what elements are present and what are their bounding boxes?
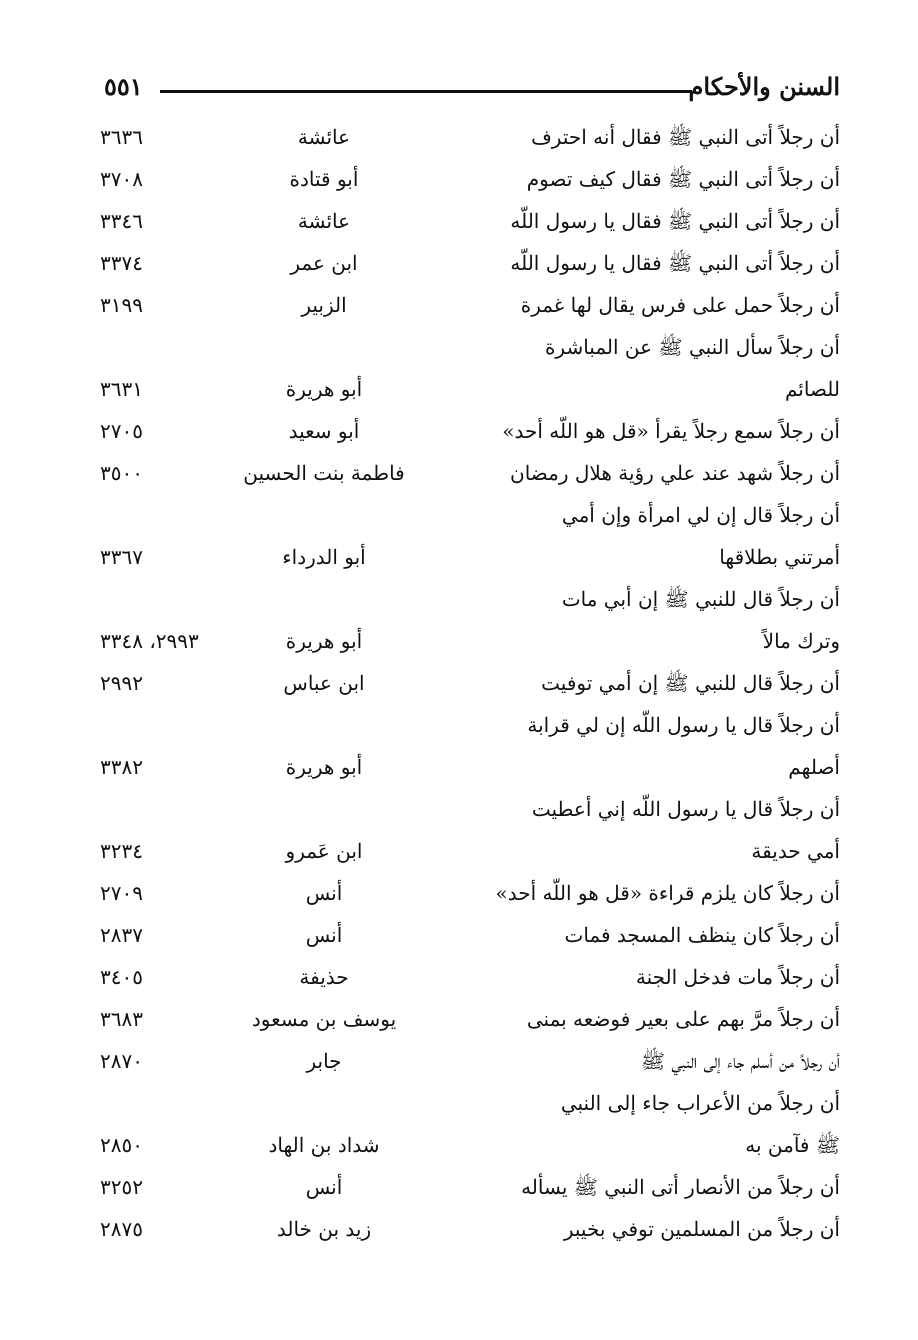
index-row xyxy=(100,242,840,284)
index-row xyxy=(100,998,840,1040)
index-row xyxy=(100,158,840,200)
hadith-number: ٣٢٥٢ xyxy=(100,1175,143,1199)
incipit-line: أن رجلاً قال للنبي ﷺ إن أمي توفيت xyxy=(541,671,840,695)
hadith-incipit xyxy=(462,1208,840,1250)
incipit-line: أن رجلاً من الأعراب جاء إلى النبي xyxy=(560,1091,840,1115)
hadith-incipit xyxy=(462,1082,840,1166)
hadith-number: ٣٤٠٥ xyxy=(100,965,143,989)
incipit-line: أن رجلاً شهد عند علي رؤية هلال رمضان xyxy=(510,461,840,485)
index-row xyxy=(100,452,840,494)
narrator: عائشة xyxy=(297,125,351,149)
narrator: الزبير xyxy=(301,293,347,317)
hadith-incipit xyxy=(462,1040,840,1082)
narrator: جابر xyxy=(306,1049,342,1073)
index-row xyxy=(100,704,840,788)
incipit-line: أن رجلاً أتى النبي ﷺ فقال يا رسول اللّه xyxy=(510,251,840,275)
hadith-incipit xyxy=(462,872,840,914)
narrator: أبو قتادة xyxy=(289,167,359,191)
hadith-number: ٣٥٠٠ xyxy=(100,461,143,485)
incipit-line: أن رجلاً من المسلمين توفي بخيبر xyxy=(563,1217,840,1241)
incipit-line: أن رجلاً قال يا رسول اللّه إن لي قرابة xyxy=(527,713,840,737)
hadith-number: ٢٨٧٠ xyxy=(100,1049,143,1073)
index-row xyxy=(100,956,840,998)
incipit-line: وترك مالاً xyxy=(762,629,840,653)
hadith-incipit xyxy=(462,788,840,872)
page-header xyxy=(104,68,840,112)
index-row xyxy=(100,284,840,326)
incipit-line: أن رجلاً أتى النبي ﷺ فقال أنه احترف xyxy=(531,125,840,149)
incipit-line: أن رجلاً قال إن لي امرأة وإن أمي xyxy=(561,503,840,527)
incipit-line: أن رجلاً سمع رجلاً يقرأ «قل هو اللّه أحد» xyxy=(502,419,840,443)
index-row xyxy=(100,1208,840,1250)
incipit-line: أن رجلاً من الأنصار أتى النبي ﷺ يسأله xyxy=(521,1175,840,1199)
hadith-number: ٢٧٠٥ xyxy=(100,419,143,443)
hadith-incipit xyxy=(462,326,840,410)
hadith-number: ٢٨٥٠ xyxy=(100,1133,143,1157)
incipit-line: أن رجلاً قال يا رسول اللّه إني أعطيت xyxy=(531,797,840,821)
index-row xyxy=(100,1040,840,1082)
index-row xyxy=(100,200,840,242)
index-row xyxy=(100,914,840,956)
narrator: عائشة xyxy=(297,209,351,233)
hadith-incipit xyxy=(462,158,840,200)
hadith-incipit xyxy=(462,662,840,704)
incipit-line: أن رجلاً سأل النبي ﷺ عن المباشرة xyxy=(544,335,840,359)
narrator: فاطمة بنت الحسين xyxy=(243,461,405,485)
incipit-line: أن رجلاً قال للنبي ﷺ إن أبي مات xyxy=(561,587,840,611)
hadith-incipit xyxy=(462,956,840,998)
narrator: ابن عمر xyxy=(290,251,358,275)
hadith-incipit xyxy=(462,704,840,788)
incipit-line: أمي حديقة xyxy=(751,839,840,863)
narrator: أبو هريرة xyxy=(285,629,363,653)
index-row xyxy=(100,116,840,158)
hadith-incipit xyxy=(462,1166,840,1208)
hadith-number: ٢٩٩٣، ٣٣٤٨ xyxy=(100,629,199,653)
index-row xyxy=(100,326,840,410)
hadith-number: ٣٦٣٦ xyxy=(100,125,143,149)
hadith-number: ٣٣٦٧ xyxy=(100,545,143,569)
incipit-line: أصلهم xyxy=(788,755,840,779)
index-row xyxy=(100,1166,840,1208)
hadith-number: ٣٦٨٣ xyxy=(100,1007,143,1031)
incipit-line: أن رجلاً أتى النبي ﷺ فقال كيف تصوم xyxy=(526,167,840,191)
index-row xyxy=(100,788,840,872)
hadith-number: ٢٨٣٧ xyxy=(100,923,143,947)
hadith-incipit xyxy=(462,914,840,956)
hadith-incipit xyxy=(462,200,840,242)
hadith-number: ٣٧٠٨ xyxy=(100,167,143,191)
hadith-incipit xyxy=(462,116,840,158)
hadith-number: ٣٣٤٦ xyxy=(100,209,143,233)
narrator: أبو هريرة xyxy=(285,755,363,779)
hadith-incipit xyxy=(462,494,840,578)
index-row xyxy=(100,1082,840,1166)
hadith-incipit xyxy=(462,284,840,326)
index-row xyxy=(100,410,840,452)
index-row xyxy=(100,662,840,704)
narrator: زيد بن خالد xyxy=(276,1217,372,1241)
hadith-number: ٢٩٩٢ xyxy=(100,671,143,695)
hadith-number: ٣١٩٩ xyxy=(100,293,143,317)
incipit-line: أن رجلاً كان يلزم قراءة «قل هو اللّه أحد» xyxy=(495,881,840,905)
incipit-line: أن رجلاً مات فدخل الجنة xyxy=(635,965,840,989)
narrator: أنس xyxy=(305,1175,343,1199)
hadith-incipit xyxy=(462,578,840,662)
index-table xyxy=(100,116,840,1250)
incipit-line: أن رجلاً كان ينظف المسجد فمات xyxy=(564,923,840,947)
hadith-number: ٣٦٣١ xyxy=(100,377,143,401)
narrator: يوسف بن مسعود xyxy=(251,1007,397,1031)
incipit-line: ﷺ فآمن به xyxy=(745,1133,840,1157)
hadith-number: ٣٢٣٤ xyxy=(100,839,143,863)
hadith-incipit xyxy=(462,410,840,452)
index-row xyxy=(100,872,840,914)
hadith-incipit xyxy=(462,452,840,494)
incipit-line: أن رجلاً مرَّ بهم على بعير فوضعه بمنى xyxy=(526,1007,840,1031)
narrator: أنس xyxy=(305,923,343,947)
hadith-number: ٣٣٨٢ xyxy=(100,755,143,779)
narrator: ابن عَمرو xyxy=(285,839,363,863)
narrator: أبو الدرداء xyxy=(282,545,366,569)
narrator: ابن عباس xyxy=(283,671,365,695)
hadith-number: ٢٨٧٥ xyxy=(100,1217,143,1241)
hadith-incipit xyxy=(462,998,840,1040)
narrator: أنس xyxy=(305,881,343,905)
incipit-line: أن رجلاً أتى النبي ﷺ فقال يا رسول اللّه xyxy=(510,209,840,233)
running-title: السنن والأحكام xyxy=(688,72,840,101)
narrator: أبو هريرة xyxy=(285,377,363,401)
index-row xyxy=(100,494,840,578)
incipit-line: أن رجلاً من أسلم جاء إلى النبي ﷺ xyxy=(640,1049,840,1073)
header-rule xyxy=(160,90,692,93)
page-number: ٥٥١ xyxy=(104,72,143,101)
index-row xyxy=(100,578,840,662)
incipit-line: أمرتني بطلاقها xyxy=(719,545,840,569)
hadith-number: ٢٧٠٩ xyxy=(100,881,143,905)
narrator: أبو سعيد xyxy=(288,419,360,443)
hadith-number: ٣٣٧٤ xyxy=(100,251,143,275)
narrator: شداد بن الهاد xyxy=(268,1133,380,1157)
incipit-line: للصائم xyxy=(784,377,840,401)
incipit-line: أن رجلاً حمل على فرس يقال لها غمرة xyxy=(520,293,840,317)
narrator: حذيفة xyxy=(299,965,349,989)
hadith-incipit xyxy=(462,242,840,284)
